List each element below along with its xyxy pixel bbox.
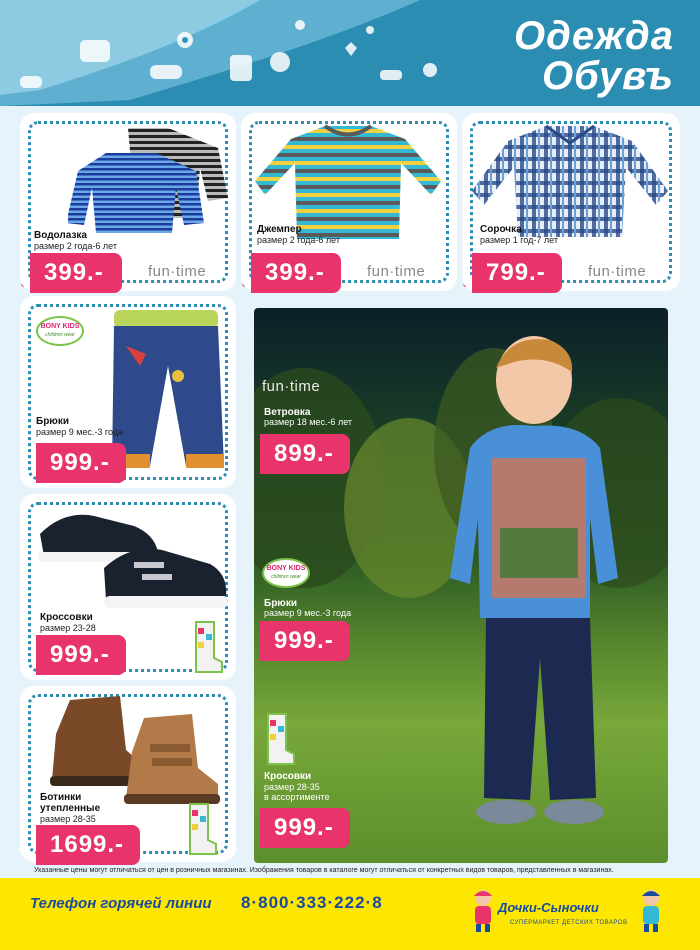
shirt-image — [472, 121, 668, 237]
store-logo-name: Дочки-Сыночки — [498, 900, 599, 915]
product-card-sneakers[interactable] — [20, 494, 236, 680]
product-name: Водолазка — [34, 230, 87, 241]
disclaimer-text: Указанные цены могут отличаться от цен в розничных магазинах. Изображения товаров в каталоге могут отличаться от конкретных видов товаров, представленных в магазинах. — [34, 867, 614, 874]
page-header — [0, 0, 700, 106]
product-size-note: в ассортименте — [264, 792, 330, 802]
product-name — [40, 792, 100, 814]
product-card-shirt[interactable] — [462, 113, 680, 291]
product-size: размер 1 год-7 лет — [480, 235, 558, 245]
brand-logo-funtime: fun·time — [588, 263, 647, 280]
brand-subtitle: children wear — [271, 574, 301, 580]
product-name: Брюки — [264, 598, 297, 609]
price-tag: 799.- — [472, 253, 562, 293]
turtleneck-image — [68, 123, 228, 233]
product-size: размер 23-28 — [40, 623, 96, 633]
brand-logo-tims — [264, 712, 296, 766]
product-size: размер 2 года-6 лет — [257, 235, 340, 245]
product-card-jumper[interactable] — [241, 113, 457, 291]
brand-subtitle: children wear — [45, 332, 75, 338]
child-model-image — [450, 328, 650, 858]
store-mascot-icon — [470, 888, 496, 934]
product-name: Ветровка — [264, 407, 311, 418]
brand-logo-bonykids — [262, 558, 310, 588]
product-name: Брюки — [36, 416, 69, 427]
price-tag: 999.- — [36, 635, 126, 675]
product-name-line-1: Ботинки — [40, 792, 82, 803]
product-name: Сорочка — [480, 224, 522, 235]
price-tag: 999.- — [260, 621, 350, 661]
product-name-line-2: утепленные — [40, 803, 101, 814]
title-line-2: Обувъ — [541, 54, 674, 98]
model-photo — [254, 308, 668, 863]
sneakers-image — [34, 504, 230, 624]
price-tag: 399.- — [30, 253, 122, 293]
product-card-turtleneck[interactable] — [20, 113, 236, 291]
hotline-number[interactable]: 8·800·333·222·8 — [241, 893, 383, 912]
brand-logo-bonykids — [36, 316, 84, 346]
product-size: размер 18 мес.-6 лет — [264, 417, 353, 427]
product-card-boots[interactable] — [20, 686, 236, 862]
page-title — [514, 16, 674, 96]
brand-name: BONY KIDS — [40, 323, 80, 330]
page-footer — [0, 878, 700, 950]
brand-logo-funtime: fun·time — [148, 263, 207, 280]
product-size: размер 2 года-6 лет — [34, 241, 117, 251]
price-tag: 899.- — [260, 434, 350, 474]
price-tag: 1699.- — [36, 825, 140, 865]
price-tag: 999.- — [36, 443, 126, 483]
product-card-jeans[interactable] — [20, 296, 236, 488]
brand-logo-tims — [186, 802, 218, 856]
product-name: Кроссовки — [40, 612, 93, 623]
title-line-1: Одежда — [514, 14, 674, 58]
brand-logo-funtime: fun·time — [367, 263, 426, 280]
product-size: размер 28-35 — [40, 814, 96, 824]
brand-logo-funtime: fun·time — [262, 378, 321, 395]
store-mascot-icon — [638, 888, 664, 934]
product-name: Джемпер — [257, 224, 302, 235]
price-tag: 999.- — [260, 808, 350, 848]
brand-logo-tims — [192, 620, 224, 674]
brand-name: BONY KIDS — [266, 565, 306, 572]
price-tag: 399.- — [251, 253, 341, 293]
store-logo-subtitle: СУПЕРМАРКЕТ ДЕТСКИХ ТОВАРОВ — [510, 920, 628, 926]
product-size: размер 9 мес.-3 года — [36, 427, 124, 437]
product-size: размер 9 мес.-3 года — [264, 608, 352, 618]
jumper-image — [255, 121, 441, 241]
product-size: размер 28-35 — [264, 782, 320, 792]
product-name: Кросовки — [264, 771, 312, 782]
hotline-label: Телефон горячей линии — [30, 895, 212, 912]
